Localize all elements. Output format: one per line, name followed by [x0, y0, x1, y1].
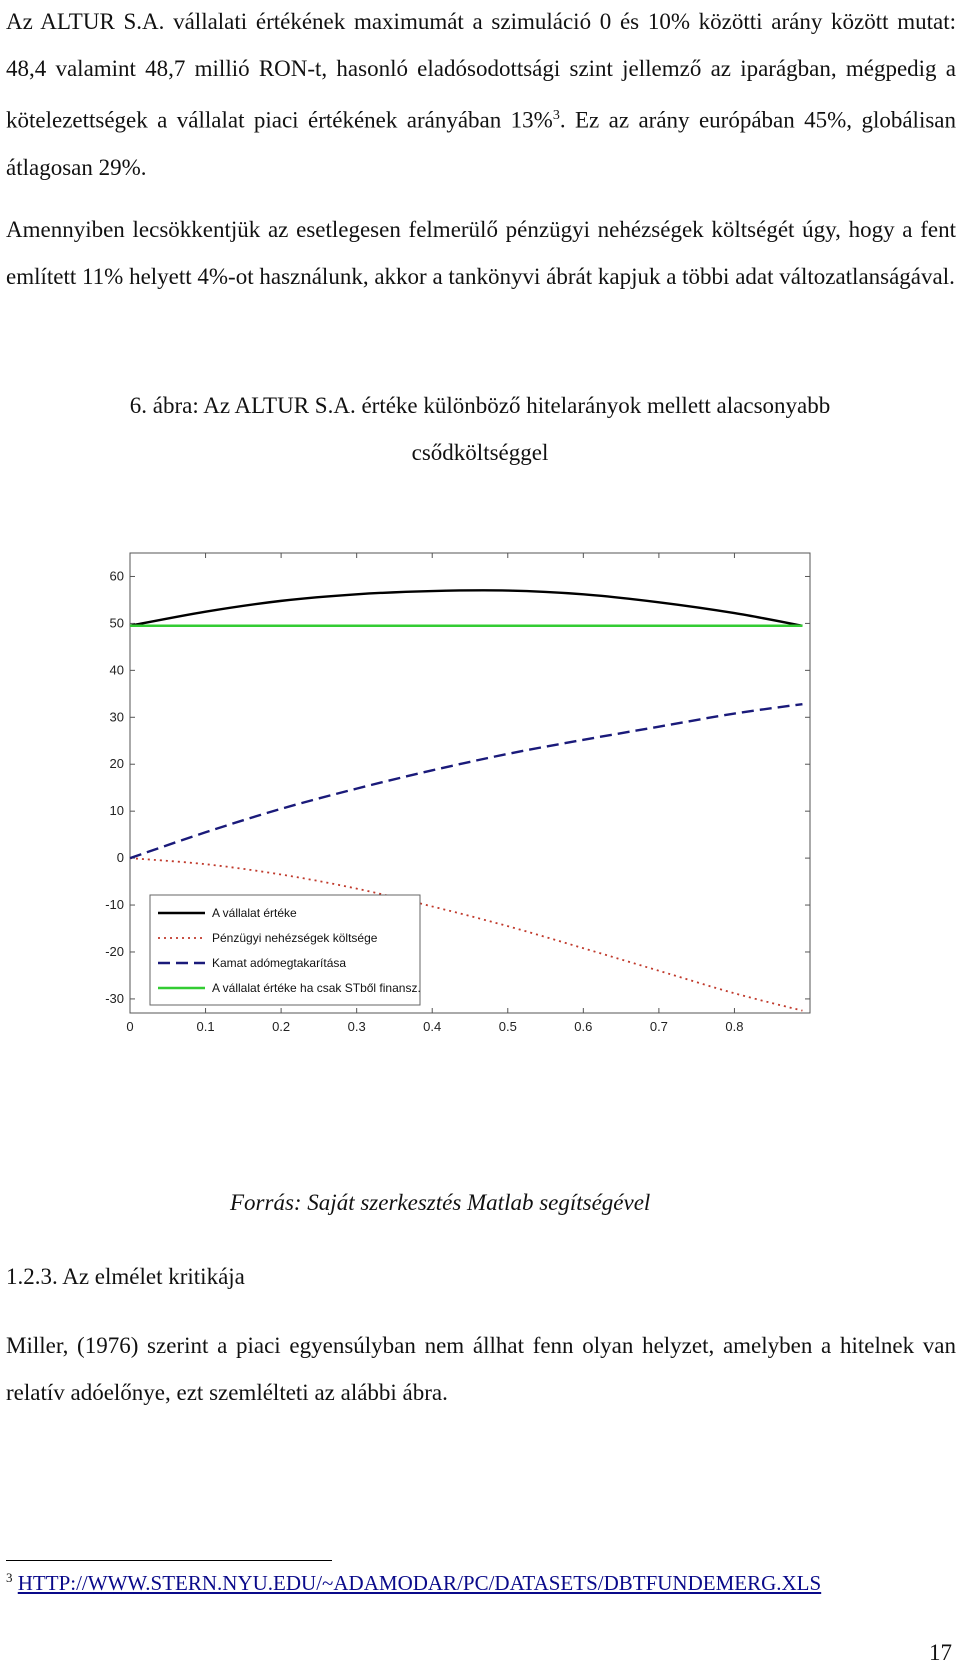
x-tick-label: 0.2 [272, 1019, 291, 1034]
y-tick-label: 20 [109, 756, 124, 772]
footnote-link[interactable]: HTTP://WWW.STERN.NYU.EDU/~ADAMODAR/PC/DATASETS/DBTFUNDEMERG.XLS [17, 1571, 822, 1595]
figure-caption-line-2: csődköltséggel [411, 440, 549, 465]
y-tick-label: -20 [105, 943, 124, 959]
footnote-number: 3 [6, 1570, 13, 1585]
x-tick-label: 0.5 [498, 1019, 517, 1034]
figure-caption-line-1: 6. ábra: Az ALTUR S.A. értéke különböző hitelarányok mellett alacsonyabb [129, 393, 831, 418]
x-tick-label: 0.1 [196, 1019, 215, 1034]
x-tick-label: 0.8 [725, 1019, 744, 1034]
page-number: 17 [929, 1640, 952, 1665]
footnote-divider [6, 1560, 332, 1561]
y-tick-label: 40 [109, 662, 124, 678]
line-chart [90, 545, 830, 1065]
x-tick-label: 0 [126, 1019, 134, 1034]
figure-source: Forrás: Saját szerkesztés Matlab segítségével [230, 1190, 651, 1215]
paragraph-2: Amennyiben lecsökkentjük az esetlegesen felmerülő pénzügyi nehézségek költségét úgy, hogy a fent említett 11% helyett 4%-ot használunk, akkor a tankönyvi ábrát kapjuk a többi adat változatlanságával. [6, 217, 956, 289]
y-tick-label: 50 [109, 615, 124, 631]
y-tick-label: -10 [105, 897, 124, 913]
footnote-ref[interactable]: 3 [552, 108, 560, 123]
legend-label: Kamat adómegtakarítása [212, 956, 347, 970]
paragraph-1-tail: . Ez az arány európában 45%, globálisan átlagosan 29%. [6, 107, 956, 180]
y-tick-label: -30 [105, 990, 124, 1006]
x-tick-label: 0.6 [574, 1019, 593, 1034]
x-tick-label: 0.4 [423, 1019, 442, 1034]
y-tick-label: 10 [109, 803, 124, 819]
legend-label: A vállalat értéke ha csak STből finansz. [212, 981, 421, 995]
section-heading: 1.2.3. Az elmélet kritikája [6, 1264, 245, 1289]
footnote [6, 1570, 821, 1596]
legend-label: A vállalat értéke [212, 906, 297, 920]
x-tick-label: 0.7 [649, 1019, 668, 1034]
y-tick-label: 0 [116, 850, 124, 866]
x-tick-label: 0.3 [347, 1019, 366, 1034]
paragraph-1 [6, 0, 956, 191]
y-tick-label: 60 [109, 568, 124, 584]
y-tick-label: 30 [109, 709, 124, 725]
paragraph-1-text: Az ALTUR S.A. vállalati értékének maximumát a szimuláció 0 és 10% közötti arány között mutat: 48,4 valamint 48,7 millió RON-t, hasonló eladósodottsági szint jellemző az iparágban, mégpedig a kötelezettségek a vállalat piaci értékének arányában 13% [6, 9, 956, 133]
legend-label: Pénzügyi nehézségek költsége [212, 931, 378, 945]
figure-caption [0, 382, 960, 476]
paragraph-3: Miller, (1976) szerint a piaci egyensúlyban nem állhat fenn olyan helyzet, amelyben a hitelnek van relatív adóelőnye, ezt szemlélteti az alábbi ábra. [6, 1333, 956, 1405]
